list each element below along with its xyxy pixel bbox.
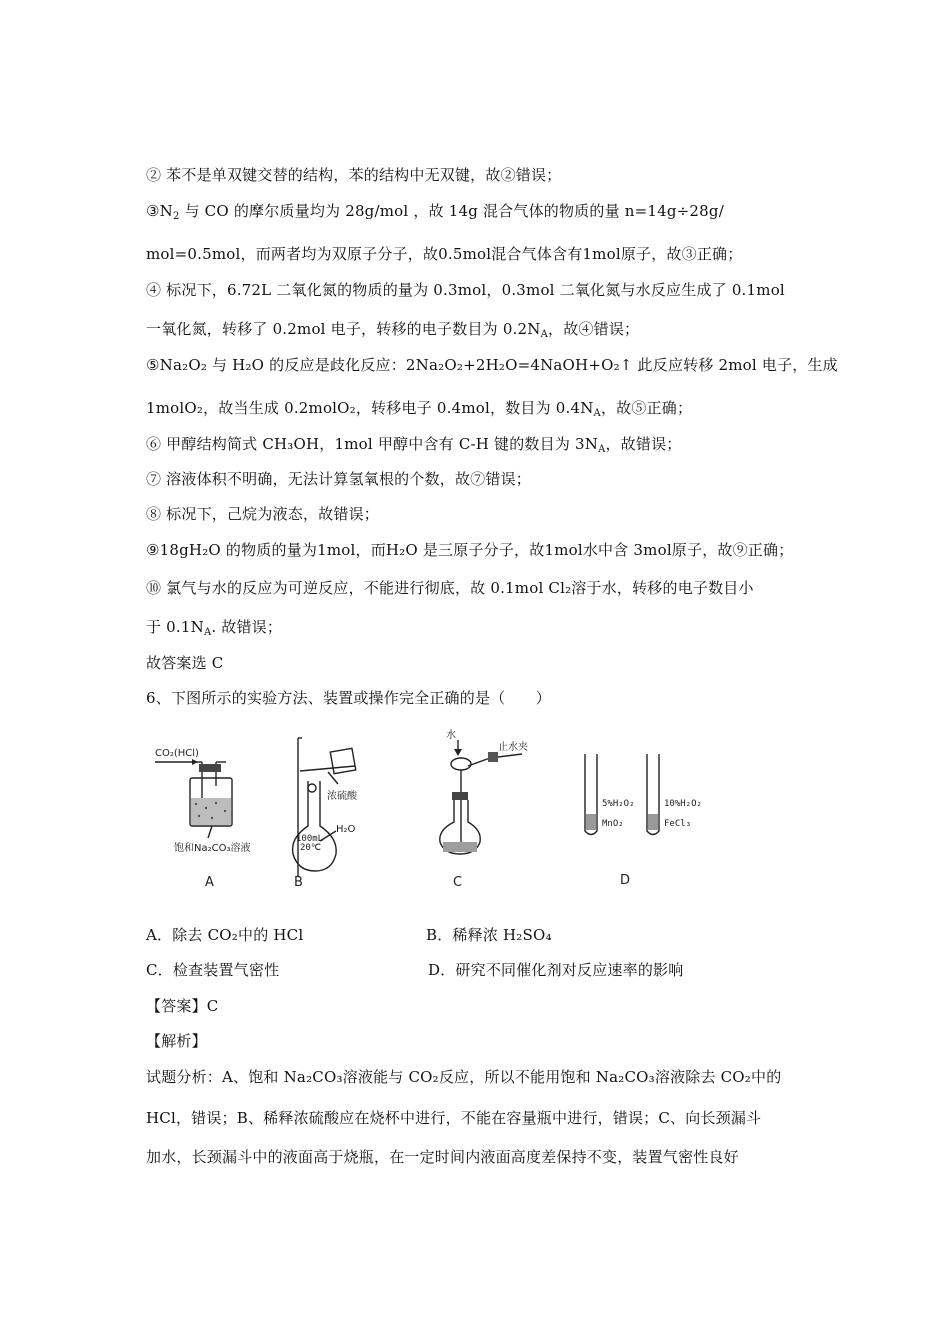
analysis-line: 试题分析：A、饱和 Na₂CO₃溶液能与 CO₂反应，所以不能用饱和 Na₂CO₃溶液除去 CO₂中的 — [146, 1068, 782, 1086]
text-line: ⑤Na₂O₂ 与 H₂O 的反应是歧化反应：2Na₂O₂+2H₂O=4NaOH+O₂↑ 此反应转移 2mol 电子，生成 — [146, 356, 838, 374]
label-c: C — [453, 875, 463, 890]
c-clamp-label: 止水夹 — [498, 742, 528, 753]
a-solution-label: 饱和Na₂CO₃溶液 — [174, 843, 251, 854]
b-water-label: H₂O — [336, 824, 356, 835]
subscript: A — [203, 627, 212, 638]
text-span: ③N — [146, 202, 173, 220]
text-line: ⑩ 氯气与水的反应为可逆反应，不能进行彻底，故 0.1mol Cl₂溶于水，转移的电子数目小 — [146, 579, 754, 597]
text-line: ⑨18gH₂O 的物质的量为1mol，而H₂O 是三原子分子，故1mol水中含 3mol原子，故⑨正确； — [146, 541, 794, 559]
text-span: 1molO₂，故当生成 0.2molO₂，转移电子 0.4mol，数目为 0.4N — [146, 399, 594, 417]
text-line: 故答案选 C — [146, 654, 224, 672]
apparatus-figure — [150, 726, 750, 896]
text-line: ② 苯不是单双键交替的结构，苯的结构中无双键，故②错误； — [146, 166, 562, 184]
apparatus-a — [155, 748, 250, 890]
d-right-top-label: 10%H₂O₂ — [664, 799, 702, 809]
option-b: B．稀释浓 H₂SO₄ — [426, 926, 552, 944]
analysis-line: 加水，长颈漏斗中的液面高于烧瓶，在一定时间内液面高度差保持不变，装置气密性良好 — [146, 1148, 739, 1166]
d-left-bottom-label: MnO₂ — [602, 819, 624, 829]
b-acid-label: 浓硫酸 — [327, 791, 357, 802]
text-line: ⑦ 溶液体积不明确，无法计算氢氧根的个数，故⑦错误； — [146, 470, 531, 488]
text-line: ④ 标况下，6.72L 二氧化氮的物质的量为 0.3mol，0.3mol 二氧化氮与水反应生成了 0.1mol — [146, 281, 785, 299]
text-span: ，故⑤正确； — [600, 399, 693, 417]
text-span: ⑥ 甲醇结构简式 CH₃OH，1mol 甲醇中含有 C-H 键的数目为 3N — [146, 435, 599, 453]
apparatus-c — [440, 728, 528, 890]
option-c: C．检查装置气密性 — [146, 961, 280, 979]
b-temp-label: 20℃ — [300, 843, 321, 853]
a-gas-label: CO₂(HCl) — [155, 748, 199, 759]
text-line: mol=0.5mol，而两者均为双原子分子，故0.5mol混合气体含有1mol原子，故③正确； — [146, 245, 743, 263]
option-d: D．研究不同催化剂对反应速率的影响 — [428, 961, 684, 979]
option-a: A．除去 CO₂中的 HCl — [146, 926, 304, 944]
text-span: . 故错误； — [211, 618, 283, 636]
text-span: ，故④错误； — [548, 320, 640, 338]
apparatus-b — [293, 738, 358, 890]
text-line — [146, 318, 639, 339]
d-left-top-label: 5%H₂O₂ — [602, 799, 635, 809]
text-span: 一氧化氮，转移了 0.2mol 电子，转移的电子数目为 0.2N — [146, 320, 541, 338]
text-line — [146, 433, 682, 454]
analysis-heading: 【解析】 — [146, 1032, 207, 1050]
text-span: ，故错误； — [605, 435, 682, 453]
text-line — [146, 200, 724, 221]
text-line — [146, 397, 692, 418]
label-d: D — [620, 873, 631, 888]
text-line — [146, 616, 282, 637]
subscript: A — [540, 329, 549, 340]
b-flask-label: 100mL — [296, 834, 324, 844]
question-6-stem: 6、下图所示的实验方法、装置或操作完全正确的是（ ） — [146, 689, 551, 707]
label-a: A — [205, 875, 214, 890]
label-b: B — [294, 875, 303, 890]
subscript: 2 — [172, 211, 180, 222]
text-span: 与 CO 的摩尔质量均为 28g/mol ，故 14g 混合气体的物质的量 n=14g÷28g/ — [179, 202, 724, 220]
subscript: A — [598, 444, 606, 455]
d-right-bottom-label: FeCl₃ — [664, 819, 692, 829]
c-water-label: 水 — [446, 730, 456, 741]
subscript: A — [593, 408, 601, 419]
text-span: 于 0.1N — [146, 618, 204, 636]
answer-line: 【答案】C — [146, 997, 219, 1015]
analysis-line: HCl，错误；B、稀释浓硫酸应在烧杯中进行，不能在容量瓶中进行，错误；C、向长颈漏斗 — [146, 1109, 762, 1127]
apparatus-d — [585, 754, 702, 888]
text-line: ⑧ 标况下，己烷为液态，故错误； — [146, 505, 379, 523]
